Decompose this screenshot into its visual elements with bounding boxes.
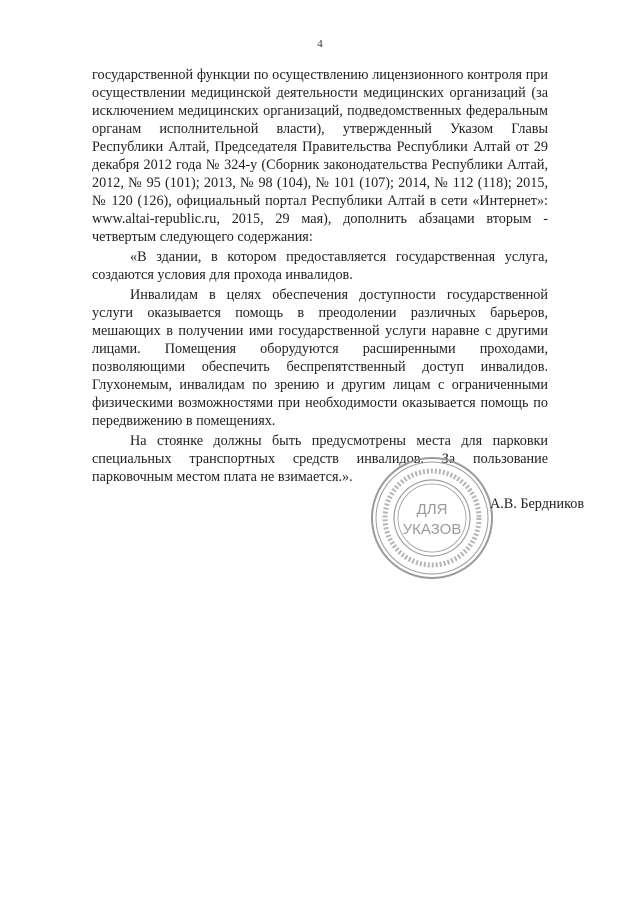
paragraph-4: На стоянке должны быть предусмотрены места для парковки специальных транспортных средств инвалидов. За пользование парковочным местом плата не взимается.». (92, 433, 548, 485)
official-seal-stamp (368, 454, 496, 582)
signature-name: А.В. Бердников (490, 496, 585, 512)
stamp-text-line2: УКАЗОВ (402, 521, 462, 538)
document-body (92, 66, 548, 486)
paragraph-3: Инвалидам в целях обеспечения доступности государственной услуги оказывается помощь в преодолении различных барьеров, мешающих в получении ими государственной услуги наравне с другими лицами. Помещения оборудуются расширенными проходами, позволяющими обеспечить беспрепятственный доступ инвалидов. Глухонемым, инвалидам по зрению и другим лицам с ограниченными физическими возможностями при необходимости оказывается помощь по передвижению в помещениях. (92, 287, 548, 429)
paragraph-2: «В здании, в котором предоставляется государственная услуга, создаются условия для прохода инвалидов. (92, 249, 548, 283)
stamp-text-line1: ДЛЯ (416, 501, 448, 518)
page-number: 4 (317, 38, 323, 50)
paragraph-1: государственной функции по осуществлению лицензионного контроля при осуществлении медицинской деятельности медицинских организаций (за исключением медицинских организаций, подведомственных федеральным органам исполнительной власти), утвержденный Указом Главы Республики Алтай, Председателя Правительства Республики Алтай от 29 декабря 2012 года № 324-у (Сборник законодательства Республики Алтай, 2012, № 95 (101); 2013, № 98 (104), № 101 (107); 2014, № 112 (118); 2015, № 120 (126), официальный портал Республики Алтай в сети «Интернет»: www.altai-republic.ru, 2015, 29 мая), дополнить абзацами вторым - четвертым следующего содержания: (92, 67, 548, 245)
